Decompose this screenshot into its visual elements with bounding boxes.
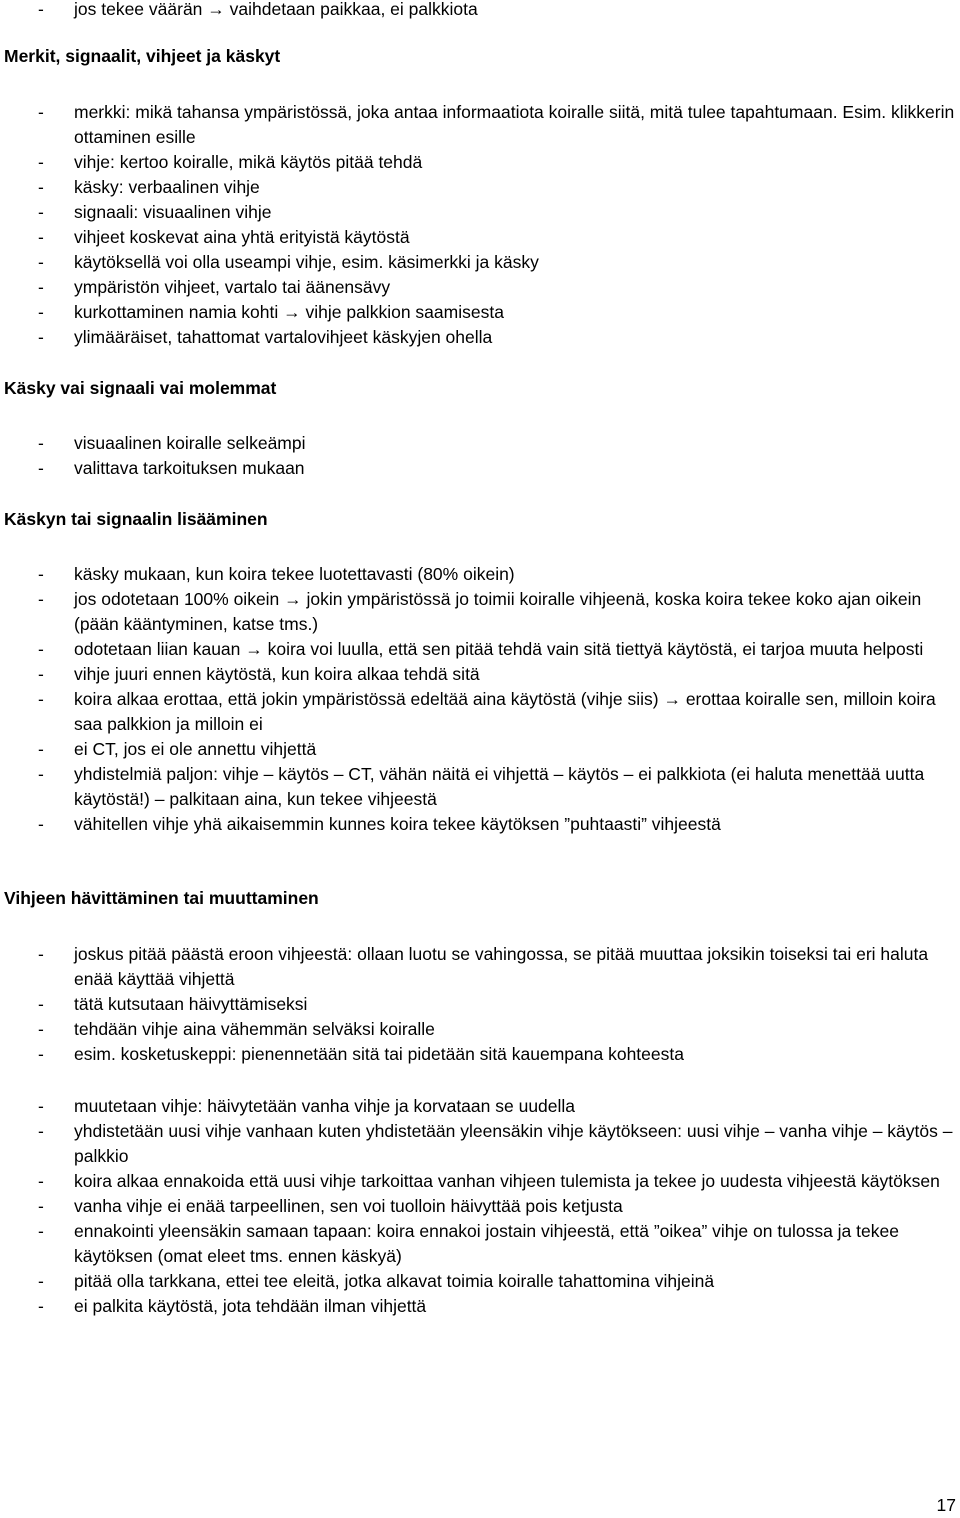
bullet-dash: - [38, 589, 44, 609]
bullet-dash: - [38, 1019, 44, 1039]
list-item [0, 1294, 960, 1319]
list-item [0, 687, 960, 737]
bullet-dash: - [38, 302, 44, 322]
havittaminen-list-a [0, 942, 960, 1067]
bullet-dash: - [38, 1296, 44, 1316]
list-item [0, 562, 960, 587]
bullet-dash: - [38, 102, 44, 122]
bullet-dash: - [38, 1044, 44, 1064]
list-item-text: käytöksellä voi olla useampi vihje, esim. käsimerkki ja käsky [74, 252, 539, 272]
bullet-dash: - [38, 227, 44, 247]
list-item-text: odotetaan liian kauan → koira voi luulla, että sen pitää tehdä vain sitä tiettyä käytöstä, ei tarjoa muuta helposti [74, 639, 924, 659]
bullet-dash: - [38, 1271, 44, 1291]
bullet-dash: - [38, 814, 44, 834]
bullet-dash: - [38, 639, 44, 659]
list-item-text: pitää olla tarkkana, ettei tee eleitä, jotka alkavat toimia koiralle tahattomina vihjeinä [74, 1271, 715, 1291]
bullet-dash: - [38, 433, 44, 453]
list-item [0, 0, 960, 22]
list-item [0, 325, 960, 350]
list-item-text: visuaalinen koiralle selkeämpi [74, 433, 306, 453]
bullet-dash: - [38, 1196, 44, 1216]
list-item-text: käsky mukaan, kun koira tekee luotettavasti (80% oikein) [74, 564, 515, 584]
bullet-dash: - [38, 994, 44, 1014]
list-item-text: yhdistelmiä paljon: vihje – käytös – CT, vähän näitä ei vihjettä – käytös – ei palkkiota (ei haluta menettää uutta käytöstä!) – palkitaan aina, kun tekee vihjeestä [74, 764, 925, 809]
list-item [0, 587, 960, 637]
bullet-dash: - [38, 739, 44, 759]
heading-havittaminen: Vihjeen hävittäminen tai muuttaminen [4, 888, 319, 908]
list-item-text: koira alkaa erottaa, että jokin ympäristössä edeltää aina käytöstä (vihje siis) → erottaa koiralle sen, milloin koira saa palkkion ja milloin ei [74, 689, 936, 734]
bullet-dash: - [38, 564, 44, 584]
list-item-text: koira alkaa ennakoida että uusi vihje tarkoittaa vanhan vihjeen tulemista ja tekee jo uudesta vihjeestä käytöksen [74, 1171, 940, 1191]
list-item-text: joskus pitää päästä eroon vihjeestä: ollaan luotu se vahingossa, se pitää muuttaa joksikin toiseksi tai eri haluta enää käyttää vihjettä [74, 944, 929, 989]
list-item-text: signaali: visuaalinen vihje [74, 202, 272, 222]
list-item [0, 1169, 960, 1194]
heading-lisaaminen: Käskyn tai signaalin lisääminen [4, 509, 268, 529]
page-number: 17 [936, 1495, 956, 1515]
bullet-dash: - [38, 327, 44, 347]
list-item-text: esim. kosketuskeppi: pienennetään sitä tai pidetään sitä kauempana kohteesta [74, 1044, 684, 1064]
list-item-text: valittava tarkoituksen mukaan [74, 458, 305, 478]
list-item [0, 200, 960, 225]
list-item [0, 431, 960, 456]
list-item [0, 1119, 960, 1169]
list-item [0, 175, 960, 200]
bullet-dash: - [38, 458, 44, 478]
list-item [0, 1269, 960, 1294]
list-item-text: ennakointi yleensäkin samaan tapaan: koira ennakoi jostain vihjeestä, että ”oikea” vihje on tulossa ja tekee käytöksen (omat eleet tms. ennen käskyä) [74, 1221, 899, 1266]
bullet-dash: - [38, 1096, 44, 1116]
intro-list [0, 0, 960, 22]
havittaminen-list-b [0, 1094, 960, 1319]
list-item-text: vähitellen vihje yhä aikaisemmin kunnes koira tekee käytöksen ”puhtaasti” vihjeestä [74, 814, 721, 834]
list-item [0, 1017, 960, 1042]
list-item-text: vihje juuri ennen käytöstä, kun koira alkaa tehdä sitä [74, 664, 480, 684]
list-item-text: vihje: kertoo koiralle, mikä käytös pitää tehdä [74, 152, 423, 172]
list-item-text: merkki: mikä tahansa ympäristössä, joka antaa informaatiota koiralle siitä, mitä tulee tapahtumaan. Esim. klikkerin ottaminen esille [74, 102, 955, 147]
bullet-dash: - [38, 944, 44, 964]
bullet-dash: - [38, 1171, 44, 1191]
list-item-text: jos tekee väärän → vaihdetaan paikkaa, ei palkkiota [74, 0, 478, 19]
bullet-dash: - [38, 764, 44, 784]
list-item-text: vanha vihje ei enää tarpeellinen, sen voi tuolloin häivyttää pois ketjusta [74, 1196, 623, 1216]
bullet-dash: - [38, 252, 44, 272]
list-item-text: ei palkita käytöstä, jota tehdään ilman vihjettä [74, 1296, 427, 1316]
list-item [0, 662, 960, 687]
bullet-dash: - [38, 1121, 44, 1141]
list-item-text: ei CT, jos ei ole annettu vihjettä [74, 739, 317, 759]
list-item [0, 762, 960, 812]
list-item [0, 637, 960, 662]
bullet-dash: - [38, 664, 44, 684]
list-item [0, 942, 960, 992]
heading-kasky-vai: Käsky vai signaali vai molemmat [4, 378, 277, 398]
list-item [0, 1042, 960, 1067]
list-item [0, 100, 960, 150]
list-item-text: ympäristön vihjeet, vartalo tai äänensävy [74, 277, 391, 297]
heading-merkit: Merkit, signaalit, vihjeet ja käskyt [4, 46, 281, 66]
bullet-dash: - [38, 277, 44, 297]
list-item [0, 300, 960, 325]
bullet-dash: - [38, 202, 44, 222]
list-item [0, 737, 960, 762]
bullet-dash: - [38, 177, 44, 197]
list-item [0, 225, 960, 250]
list-item-text: muutetaan vihje: häivytetään vanha vihje ja korvataan se uudella [74, 1096, 576, 1116]
list-item-text: ylimääräiset, tahattomat vartalovihjeet käskyjen ohella [74, 327, 493, 347]
list-item-text: yhdistetään uusi vihje vanhaan kuten yhdistetään yleensäkin vihje käytökseen: uusi vihje – vanha vihje – käytös – palkkio [74, 1121, 953, 1166]
list-item [0, 275, 960, 300]
list-item [0, 1194, 960, 1219]
list-item-text: tätä kutsutaan häivyttämiseksi [74, 994, 308, 1014]
list-item [0, 456, 960, 481]
merkit-list [0, 100, 960, 350]
lisaaminen-list [0, 562, 960, 837]
list-item [0, 250, 960, 275]
list-item-text: jos odotetaan 100% oikein → jokin ympäristössä jo toimii koiralle vihjeenä, koska koira tekee koko ajan oikein (pään kääntyminen, katse tms.) [74, 589, 922, 634]
list-item-text: tehdään vihje aina vähemmän selväksi koiralle [74, 1019, 435, 1039]
list-item [0, 812, 960, 837]
kasky-vai-list [0, 431, 960, 481]
list-item [0, 1094, 960, 1119]
bullet-dash: - [38, 689, 44, 709]
bullet-dash: - [38, 1221, 44, 1241]
list-item-text: käsky: verbaalinen vihje [74, 177, 260, 197]
list-item-text: vihjeet koskevat aina yhtä erityistä käytöstä [74, 227, 410, 247]
list-item [0, 992, 960, 1017]
list-item-text: kurkottaminen namia kohti → vihje palkkion saamisesta [74, 302, 504, 322]
list-item [0, 1219, 960, 1269]
bullet-dash: - [38, 0, 44, 19]
bullet-dash: - [38, 152, 44, 172]
list-item [0, 150, 960, 175]
